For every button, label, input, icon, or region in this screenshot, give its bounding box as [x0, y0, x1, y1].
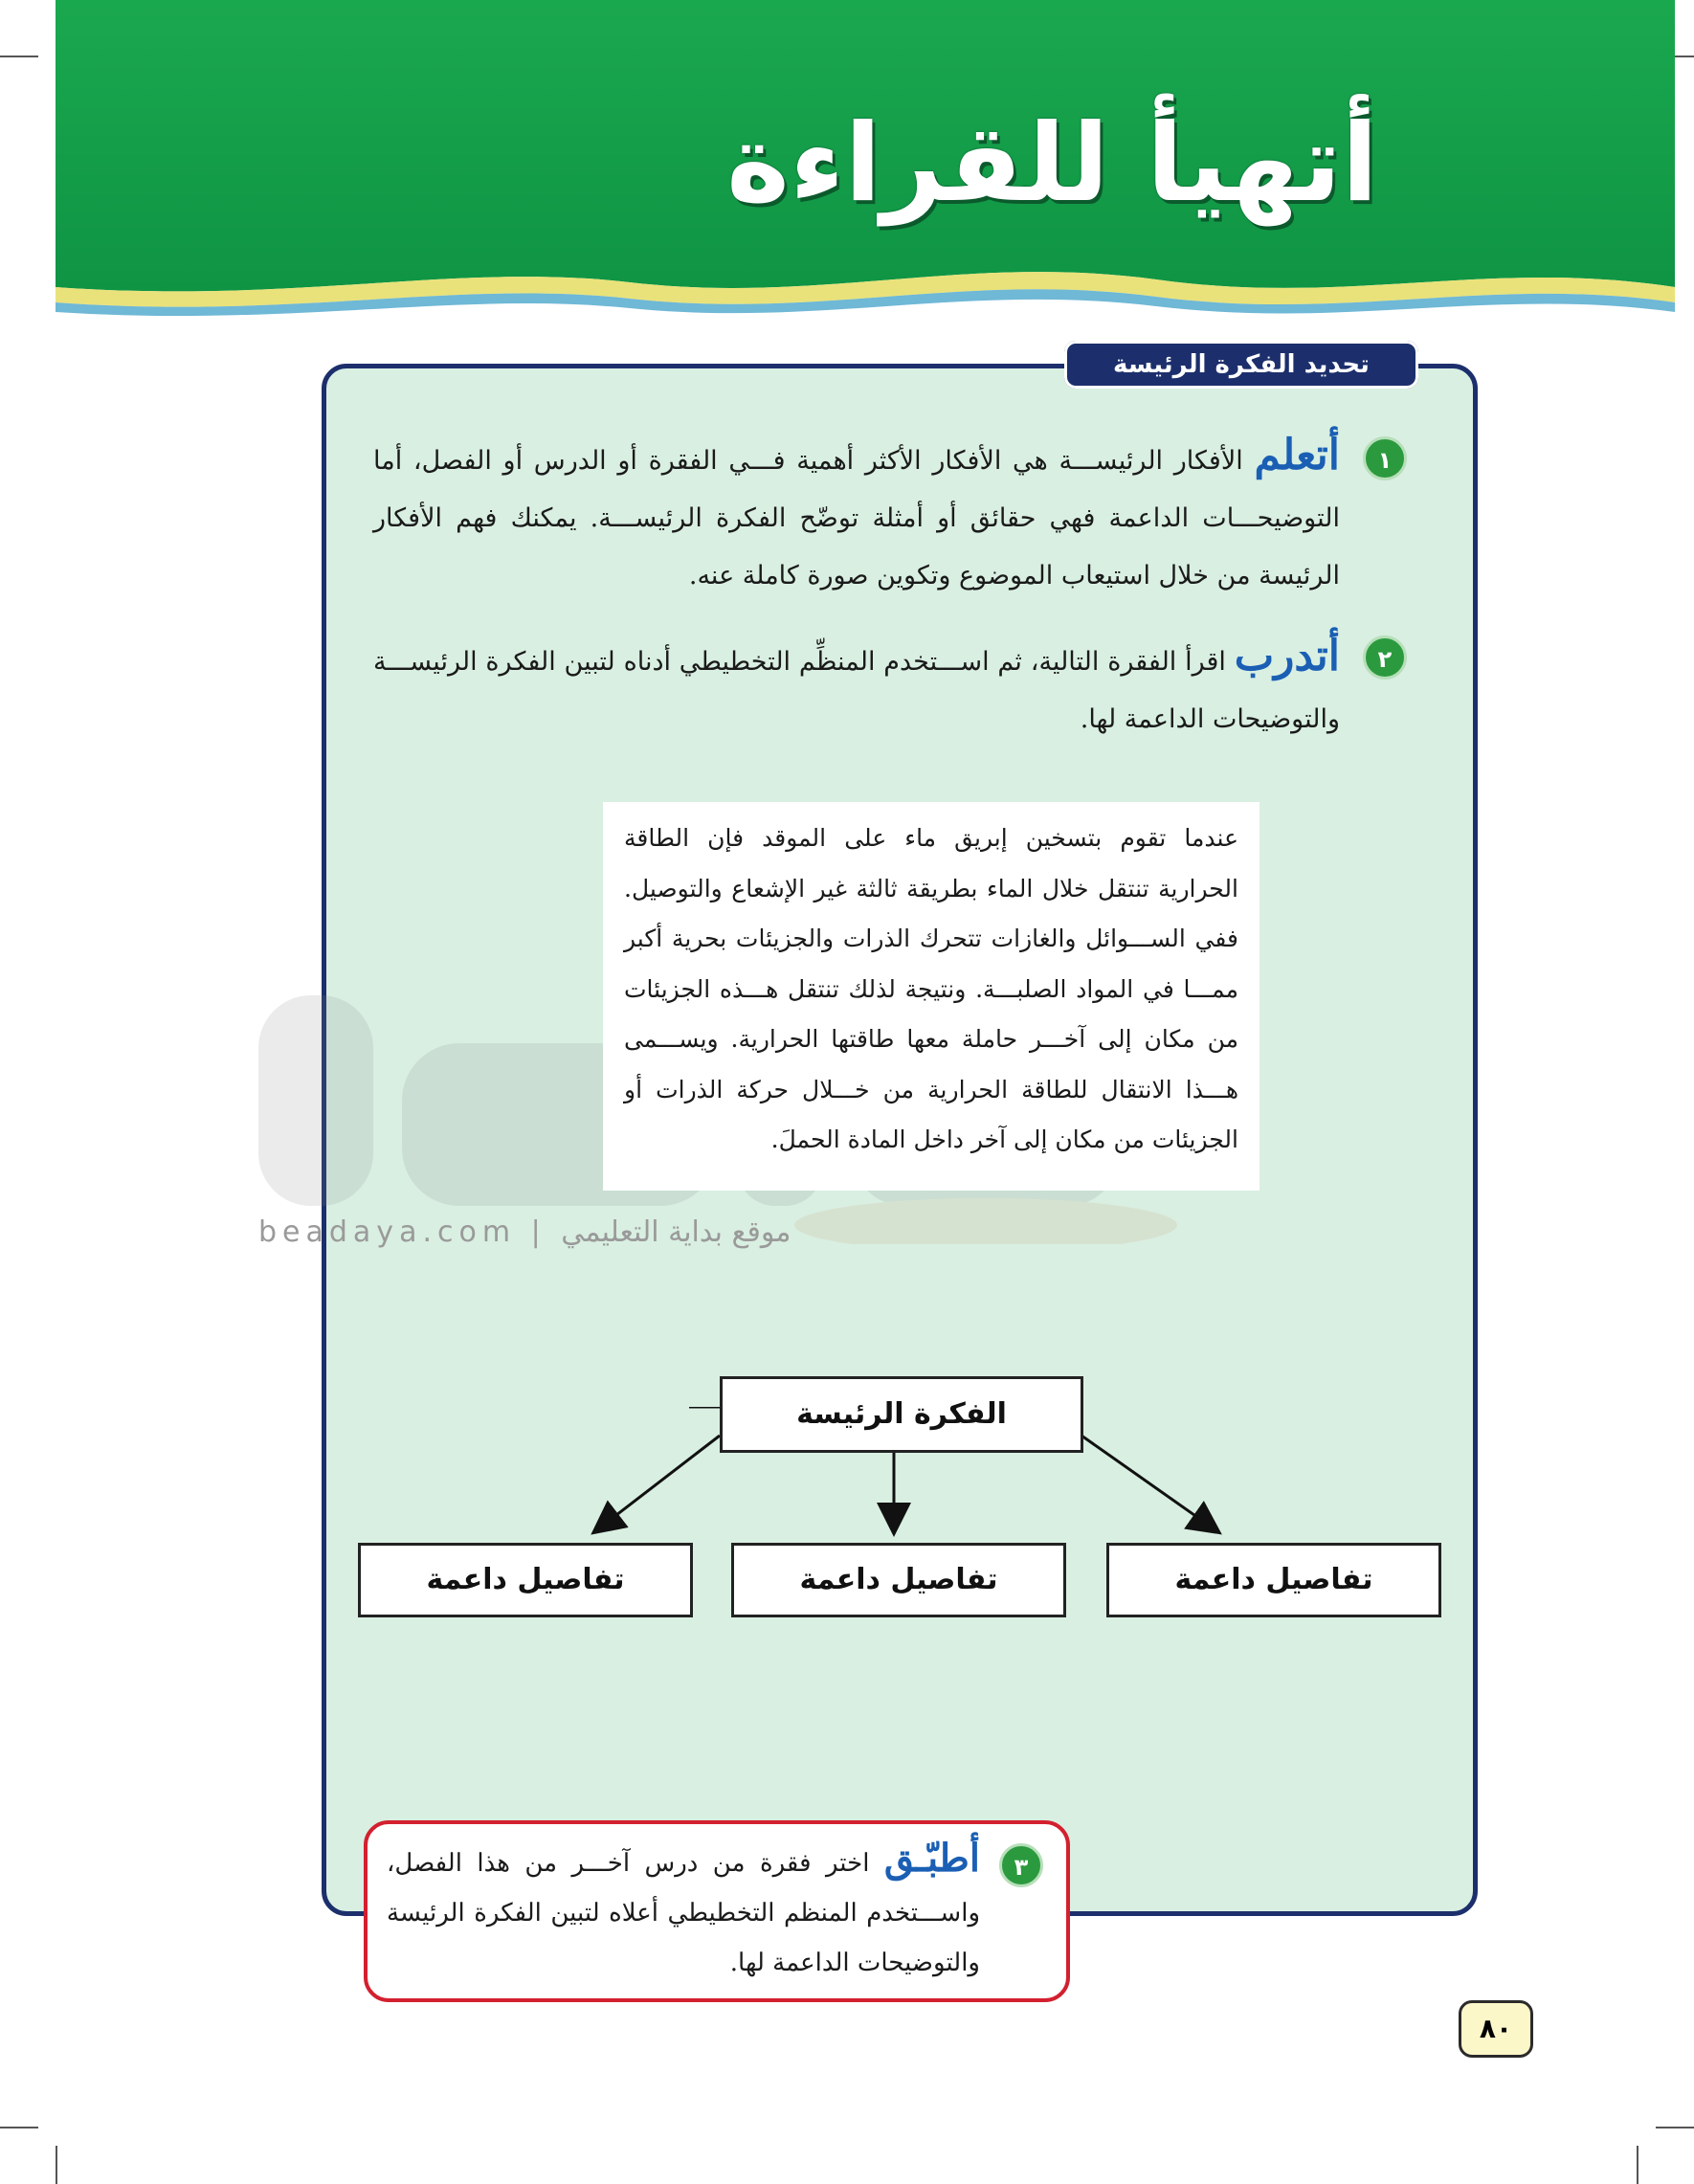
- crop-mark: [1637, 2146, 1638, 2184]
- apply-keyword: أطبّـق: [883, 1836, 981, 1881]
- apply-paragraph: [387, 1834, 980, 1988]
- section-tag: تحديد الفكرة الرئيسة: [1064, 341, 1418, 389]
- learn-text: الأفكار الرئيســـة هي الأفكار الأكثر أهمية فـــي الفقرة أو الدرس أو الفصل، أما التوضيحـــات الداعمة فهي حقائق أو أمثلة توضّح الفكرة الرئيســـة. يمكنك فهم الأفكار الرئيسة من خلال استيعاب الموضوع وتكوين صورة كاملة عنه.: [373, 446, 1340, 591]
- item-number-badge: ٢: [1363, 635, 1407, 680]
- reading-passage-box: [603, 802, 1259, 1191]
- learn-paragraph: [373, 427, 1340, 605]
- crop-mark: [56, 2146, 57, 2184]
- supporting-detail-box: تفاصيل داعمة: [358, 1543, 693, 1617]
- main-idea-box: الفكرة الرئيسة: [720, 1376, 1083, 1453]
- practice-paragraph: [373, 628, 1340, 748]
- crop-mark: [0, 56, 38, 57]
- item-number-badge: ١: [1363, 436, 1407, 480]
- supporting-detail-box: تفاصيل داعمة: [1106, 1543, 1441, 1617]
- item-number-badge: ٣: [999, 1843, 1043, 1887]
- apply-text: اختر فقرة من درس آخـــر من هذا الفصل، واســـتخدم المنظم التخطيطي أعلاه لتبين الفكرة الرئيسة والتوضيحات الداعمة لها.: [387, 1849, 980, 1977]
- reading-passage: عندما تقوم بتسخين إبريق ماء على الموقد فإن الطاقة الحرارية تنتقل خلال الماء بطريقة ثالثة غير الإشعاع والتوصيل. ففي الســـوائل والغازات تتحرك الذرات والجزيئات بحرية أكبر ممـــا في المواد الصلبـــة. ونتيجة لذلك تنتقل هـــذه الجزيئات من مكان إلى آخـــر حاملة معها طاقتها الحرارية. ويســـمى هـــذا الانتقال للطاقة الحرارية من خـــلال حركة الذرات أو الجزيئات من مكان إلى آخر داخل المادة الحملَ.: [624, 824, 1238, 1153]
- practice-keyword: أتدرب: [1234, 632, 1340, 680]
- crop-mark: [1656, 2127, 1694, 2128]
- watermark-caption: beadaya.com | موقع بداية التعليمي: [258, 1215, 791, 1249]
- page-title: أتهيأ للقراءة: [726, 101, 1378, 226]
- crop-mark: [0, 2127, 38, 2128]
- supporting-detail-box: تفاصيل داعمة: [731, 1543, 1066, 1617]
- page-number: ٨٠: [1459, 2000, 1533, 2058]
- learn-keyword: أتعلم: [1254, 431, 1340, 479]
- practice-text: اقرأ الفقرة التالية، ثم اســـتخدم المنظِّم التخطيطي أدناه لتبين الفكرة الرئيســـة والتوضيحات الداعمة لها.: [373, 647, 1340, 734]
- apply-box: [364, 1820, 1070, 2002]
